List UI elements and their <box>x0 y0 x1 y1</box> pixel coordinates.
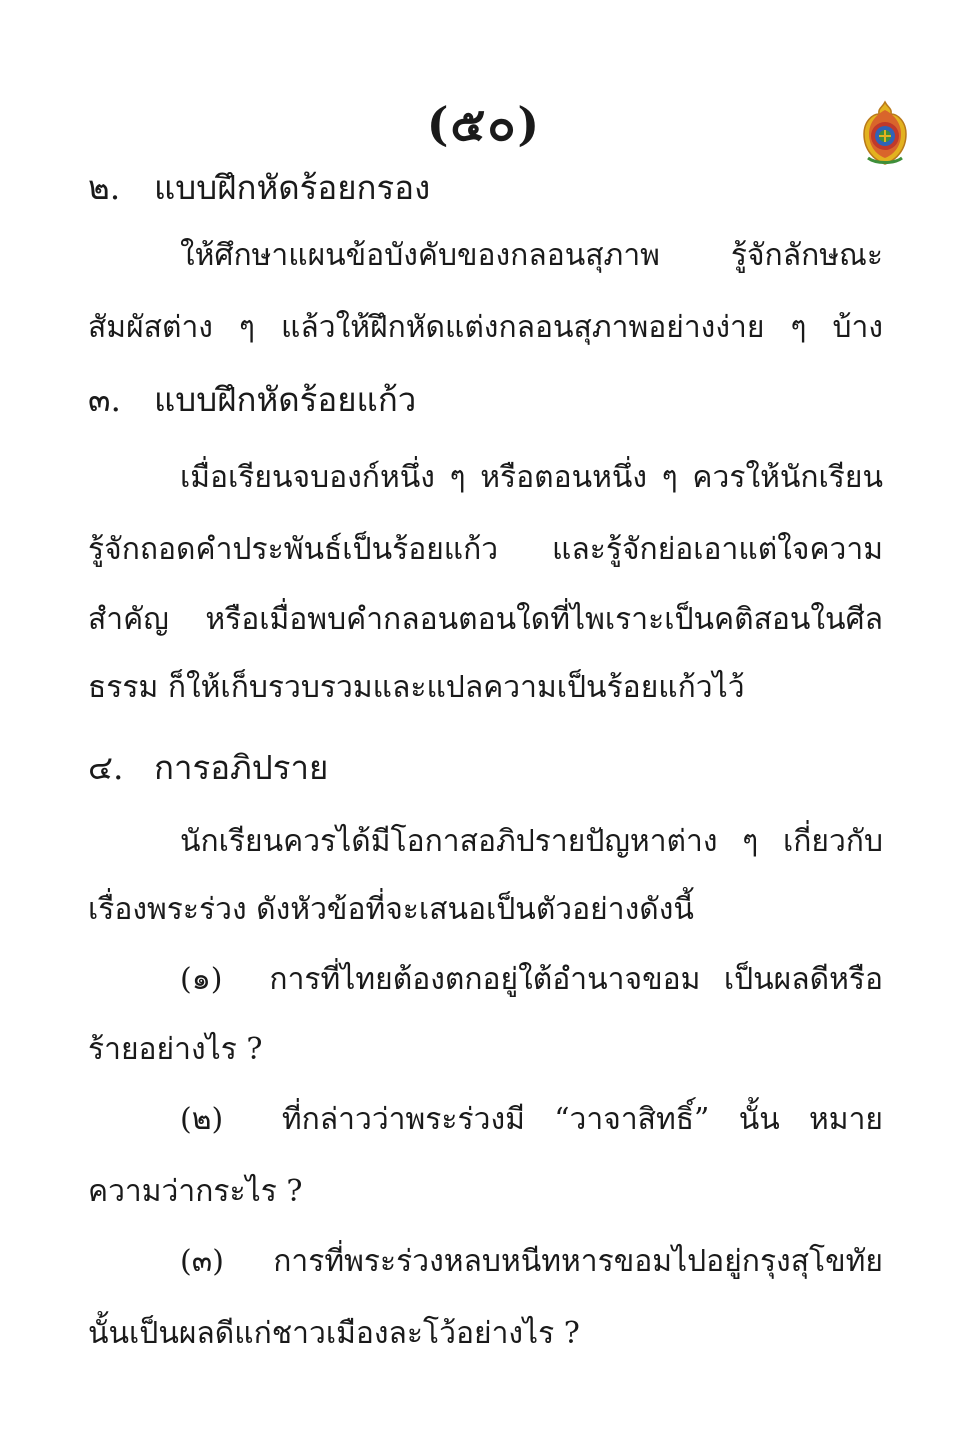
section-3-line-1: เมื่อเรียนจบองก์หนึ่ง ๆ หรือตอนหนึ่ง ๆ ควรให้นักเรียน <box>180 460 883 495</box>
question-1-text: การที่ไทยต้องตกอยู่ใต้อำนาจขอม เป็นผลดีหรือ <box>269 962 883 997</box>
question-2-text: ที่กล่าวว่าพระร่วงมี “วาจาสิทธิ์” นั้น หมาย <box>281 1102 884 1137</box>
section-3-title: แบบฝึกหัดร้อยแก้ว <box>154 380 417 419</box>
section-2-number: ๒. <box>88 168 121 207</box>
section-4-heading <box>88 748 328 788</box>
question-1-line-1 <box>180 960 883 1000</box>
question-3-text: การที่พระร่วงหลบหนีทหารขอมไปอยู่กรุงสุโขทัย <box>273 1244 883 1279</box>
section-2-line-2: สัมผัสต่าง ๆ แล้วให้ฝึกหัดแต่งกลอนสุภาพอย่างง่าย ๆ บ้าง <box>88 310 883 345</box>
section-2-heading <box>88 168 430 208</box>
question-3-line-2: นั้นเป็นผลดีแก่ชาวเมืองละโว้อย่างไร ? <box>88 1316 580 1351</box>
section-4-title: การอภิปราย <box>154 748 329 787</box>
section-4-line-1: นักเรียนควรได้มีโอกาสอภิปรายปัญหาต่าง ๆ เกี่ยวกับ <box>180 824 883 859</box>
royal-emblem-icon <box>858 100 912 166</box>
section-3-number: ๓. <box>88 380 122 419</box>
section-4-number: ๔. <box>88 748 124 787</box>
section-3-line-4: ธรรม ก็ให้เก็บรวบรวมและแปลความเป็นร้อยแก้วไว้ <box>88 670 745 705</box>
question-3-line-1 <box>180 1242 883 1282</box>
section-4-line-2: เรื่องพระร่วง ดังหัวข้อที่จะเสนอเป็นตัวอย่างดังนี้ <box>88 892 694 927</box>
question-1-line-2: ร้ายอย่างไร ? <box>88 1032 263 1067</box>
section-2-line-1: ให้ศึกษาแผนข้อบังคับของกลอนสุภาพ รู้จักลักษณะ <box>180 238 883 273</box>
section-3-line-3: สำคัญ หรือเมื่อพบคำกลอนตอนใดที่ไพเราะเป็นคติสอนในศีล <box>88 602 883 637</box>
section-3-heading <box>88 380 416 420</box>
question-2-number: (๒) <box>180 1102 224 1137</box>
question-2-line-2: ความว่ากระไร ? <box>88 1174 303 1209</box>
question-2-line-1 <box>180 1100 883 1140</box>
question-3-number: (๓) <box>180 1244 224 1279</box>
page-number: (๕๐) <box>426 97 542 151</box>
section-3-line-2: รู้จักถอดคำประพันธ์เป็นร้อยแก้ว และรู้จักย่อเอาแต่ใจความ <box>88 532 883 567</box>
question-1-number: (๑) <box>180 962 223 997</box>
section-2-title: แบบฝึกหัดร้อยกรอง <box>154 168 431 207</box>
